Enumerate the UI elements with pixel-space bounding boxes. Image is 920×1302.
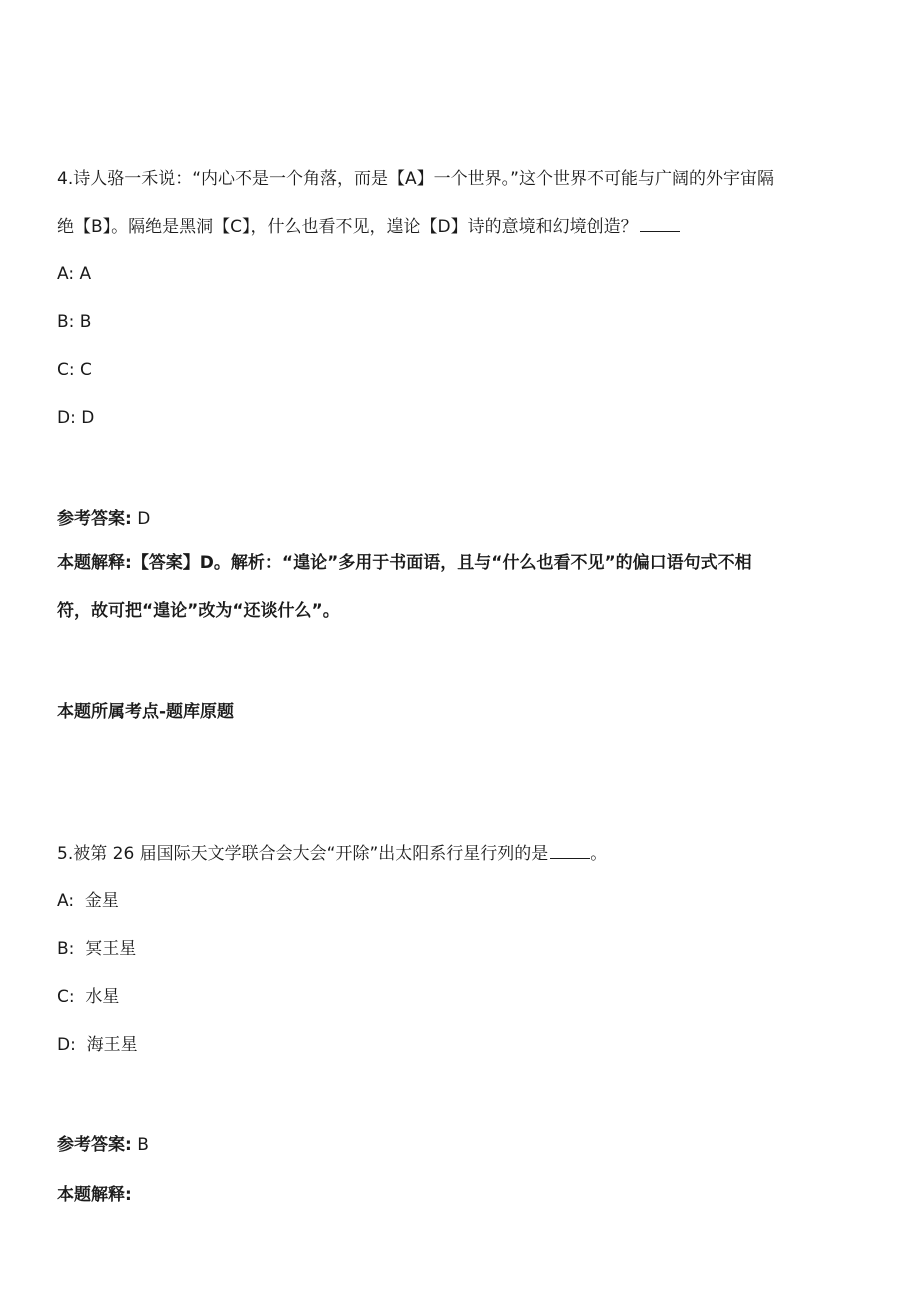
question-4-option-d (57, 406, 94, 430)
question-5-stem-text: 5.被第 26 届国际天文学联合会大会“开除”出太阳系行星行列的是 (57, 844, 549, 864)
explain-line2: 符，故可把“遑论”改为“还谈什么”。 (57, 601, 340, 621)
option-key: A: (57, 264, 75, 284)
question-5-stem (57, 830, 607, 878)
answer-label: 参考答案: (57, 1135, 132, 1155)
question-4-stem-line1: 4.诗人骆一禾说：“内心不是一个角落，而是【A】一个世界。”这个世界不可能与广阔的外宇宙隔 (57, 169, 774, 189)
question-4-stem-line2: 绝【B】。隔绝是黑洞【C】，什么也看不见，遑论【D】诗的意境和幻境创造？ (57, 217, 638, 237)
option-text: 海王星 (86, 1035, 138, 1055)
answer-blank (640, 217, 680, 232)
option-text: B (79, 312, 92, 332)
answer-label: 参考答案: (57, 509, 132, 529)
option-key: D: (57, 408, 76, 428)
option-text: A (79, 264, 92, 284)
option-text: C (80, 360, 92, 380)
question-5-option-c (57, 985, 119, 1009)
question-4-answer (57, 504, 150, 529)
question-5-explanation: 本题解释: (57, 1185, 132, 1205)
option-text: 冥王星 (85, 939, 137, 959)
question-5-option-b (57, 937, 136, 961)
option-key: B: (57, 312, 75, 332)
option-key: C: (57, 360, 75, 380)
question-4-option-b (57, 310, 91, 334)
question-5-option-a (57, 889, 119, 913)
explain-label: 本题解释: (57, 553, 132, 573)
option-key: C: (57, 987, 75, 1007)
question-4-option-c (57, 358, 92, 382)
question-5-answer (57, 1130, 149, 1155)
answer-value: D (137, 509, 151, 529)
question-5-stem-end: 。 (590, 844, 608, 864)
question-4-explanation (57, 539, 857, 635)
option-key: B: (57, 939, 75, 959)
option-key: D: (57, 1035, 76, 1055)
option-text: 水星 (85, 987, 120, 1007)
explain-line1: 【答案】D。解析：“遑论”多用于书面语，且与“什么也看不见”的偏口语句式不相 (131, 553, 752, 573)
option-text: D (81, 408, 95, 428)
question-4-stem (57, 155, 857, 251)
question-4-knowledge-point: 本题所属考点-题库原题 (57, 702, 235, 722)
question-4-option-a (57, 262, 91, 286)
question-5-option-d (57, 1033, 138, 1057)
answer-value: B (137, 1135, 149, 1155)
answer-blank (550, 844, 590, 859)
option-key: A: (57, 891, 75, 911)
option-text: 金星 (84, 891, 119, 911)
